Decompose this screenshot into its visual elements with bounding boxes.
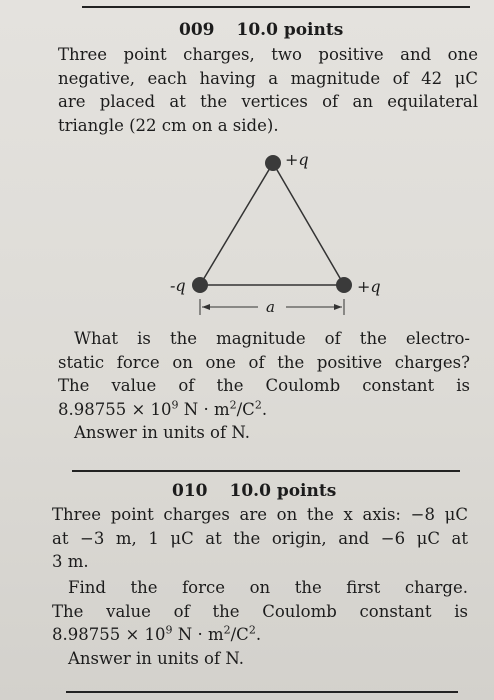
problem-009-question: [58, 327, 470, 445]
problem-010-question: [52, 576, 468, 670]
intro-line: triangle (22 cm on a side).: [58, 115, 279, 135]
answer-units: Answer in units of N.: [68, 648, 244, 668]
question-line: Find the force on the first charge.: [68, 578, 468, 597]
problem-points: 10.0 points: [236, 20, 344, 40]
problem-number: 010: [172, 481, 208, 501]
triangle-left-side: [200, 163, 273, 285]
question-line: static force on one of the positive charges?: [58, 352, 470, 372]
intro-line: Three point charges, two positive and one: [58, 45, 478, 64]
problem-number: 009: [179, 20, 215, 40]
dimension-left-arrowhead: [202, 304, 210, 310]
left-charge-label: -q: [170, 276, 186, 295]
middle-divider: [72, 470, 460, 472]
right-charge-dot: [336, 277, 352, 293]
left-charge-dot: [192, 277, 208, 293]
top-divider: [82, 6, 470, 8]
problem-009-header: [179, 20, 343, 40]
intro-line: at −3 m, 1 μC at the origin, and −6 μC at: [52, 528, 468, 548]
dimension-right-arrowhead: [334, 304, 342, 310]
coulomb-constant: $8.98755 \times 10^9$ $N \cdot m^2/C^2$.: [58, 398, 268, 419]
coulomb-constant: $8.98755 \times 10^9$ $N \cdot m^2/C^2$.: [52, 623, 262, 644]
problem-009-intro: [58, 43, 478, 137]
triangle-charge-diagram: [150, 145, 400, 325]
question-line: The value of the Coulomb constant is: [52, 601, 468, 621]
top-charge-dot: [265, 155, 281, 171]
answer-units: Answer in units of N.: [74, 423, 250, 442]
triangle-right-side: [273, 163, 344, 285]
problem-010-header: [172, 481, 336, 501]
problem-points: 10.0 points: [229, 481, 337, 501]
intro-line: are placed at the vertices of an equilateral: [58, 92, 478, 111]
question-line: What is the magnitude of the electro-: [74, 329, 470, 348]
bottom-divider: [66, 691, 458, 693]
problem-010-intro: [52, 503, 468, 574]
question-line: The value of the Coulomb constant is: [58, 376, 470, 395]
top-charge-label: +q: [285, 150, 309, 169]
intro-line: 3 m.: [52, 552, 89, 571]
right-charge-label: +q: [357, 277, 381, 296]
intro-line: Three point charges are on the x axis: −8 μC: [52, 505, 468, 524]
side-length-label: a: [266, 298, 275, 316]
intro-line: negative, each having a magnitude of 42 μC: [58, 68, 478, 88]
